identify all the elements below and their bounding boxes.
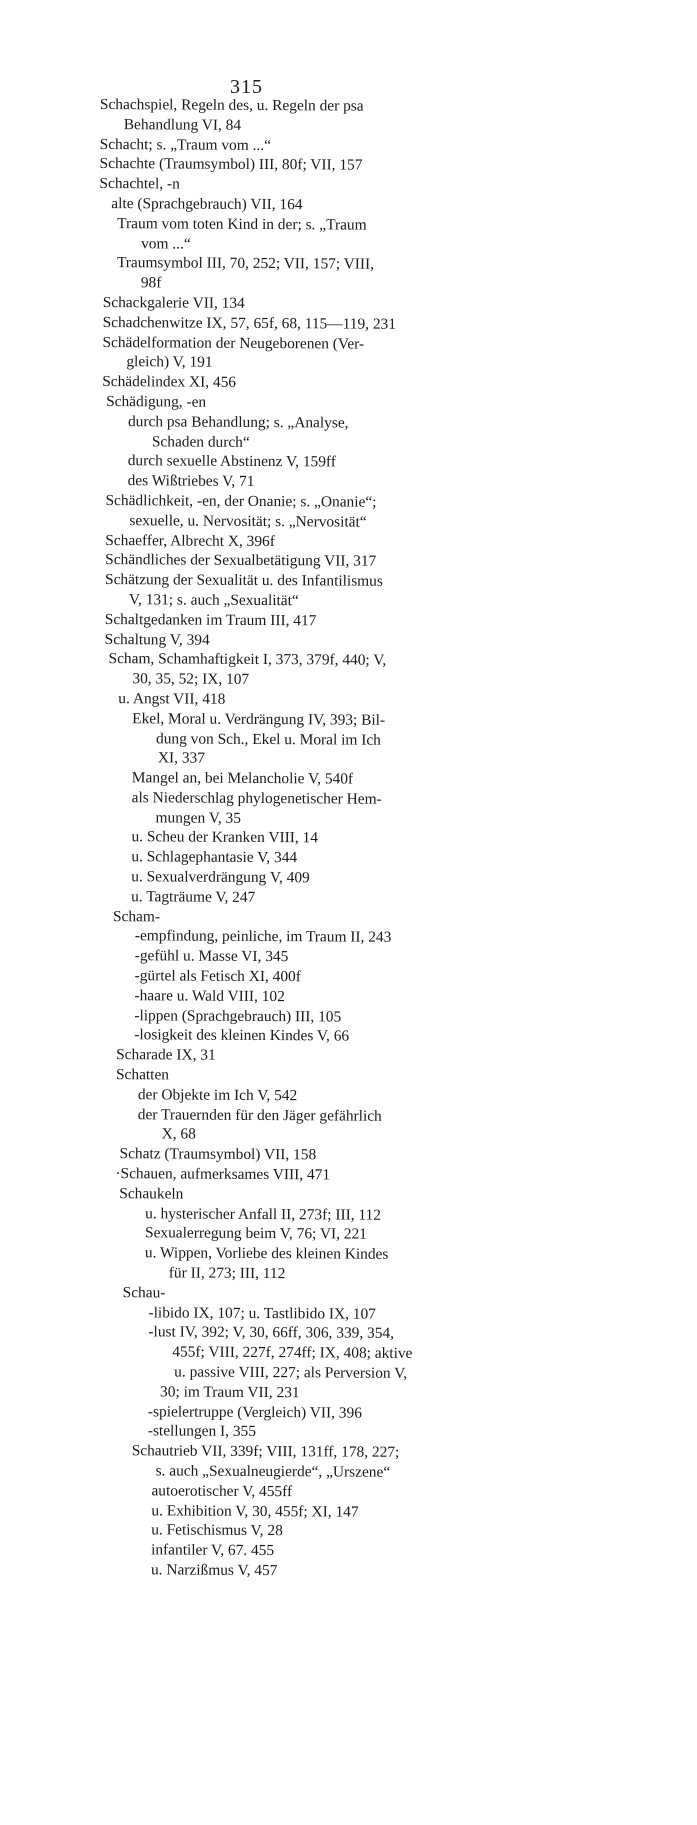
index-subentry: als Niederschlag phylogenetischer Hem- mungen V, 35 [131, 789, 382, 827]
index-subentry: -lust IV, 392; V, 30, 66ff, 306, 339, 354, 455f; VIII, 227f, 274ff; IX, 408; aktive u. passive VIII, 227; als Perversion V, [148, 1323, 413, 1382]
page-number: 315 [230, 76, 263, 98]
index-subentry: u. Exhibition V, 30, 455f; XI, 147 [151, 1501, 359, 1521]
index-entry-schadchenwitze: Schadchenwitze IX, 57, 65f, 68, 115—119, 231 [102, 313, 397, 333]
index-subentry: u. Wippen, Vorliebe des kleinen Kindes für II, 273; III, 112 [144, 1244, 389, 1283]
index-entry-schaedigung: Schädigung, -en [106, 392, 207, 411]
index-subentry: -losigkeit des kleinen Kindes V, 66 [134, 1026, 350, 1045]
index-subentry-continued: 30; im Traum VII, 231 [160, 1383, 300, 1402]
index-entry-schaedelformation: Schädelformation der Neugeborenen (Ver- gleich) V, 191 [102, 333, 365, 372]
index-entry-schachtel: Schachtel, -n [99, 175, 180, 193]
index-subentry: -spielertruppe (Vergleich) VII, 396 [147, 1402, 362, 1422]
index-subentry: Sexualerregung beim V, 76; VI, 221 [144, 1224, 367, 1244]
index-entry-schaltung: Schaltung V, 394 [104, 630, 210, 649]
index-subentry: infantiler V, 67. 455 [151, 1541, 275, 1560]
index-subentry: u. Sexualverdrängung V, 409 [131, 868, 310, 887]
index-subentry: der Objekte im Ich V, 542 [137, 1086, 298, 1105]
index-entry-schatz: Schatz (Traumsymbol) VII, 158 [119, 1145, 317, 1164]
index-subentry: durch psa Behandlung; s. „Analyse, Schaden durch“ [127, 412, 349, 451]
index-entry-schaedelindex: Schädelindex XI, 456 [102, 373, 237, 391]
index-subentry: -empfindung, peinliche, im Traum II, 243 [134, 927, 392, 947]
index-subentry: u. Tagträume V, 247 [131, 888, 256, 906]
index-subentry: u. Fetischismus V, 28 [151, 1521, 283, 1540]
index-entry-schaeffer: Schaeffer, Albrecht X, 396f [105, 531, 275, 550]
index-subentry: -stellungen I, 355 [147, 1422, 257, 1441]
index-subentry: -libido IX, 107; u. Tastlibido IX, 107 [148, 1303, 376, 1323]
index-subentry: u. Schlagephantasie V, 344 [131, 848, 298, 867]
index-entry-schacht: Schacht; s. „Traum vom ...“ [99, 135, 272, 154]
index-subentry: des Wißtriebes V, 71 [127, 472, 255, 491]
index-entry-schaedlichkeit: Schädlichkeit, -en, der Onanie; s. „Onanie“; sexuelle, u. Nervosität; s. „Nervosität“ [105, 491, 377, 531]
index-entry-scham: Scham, Schamhaftigkeit I, 373, 379f, 440; V, 30, 35, 52; IX, 107 [108, 650, 387, 689]
index-subentry: u. Scheu der Kranken VIII, 14 [131, 828, 318, 847]
index-entry-schaltgedanken: Schaltgedanken im Traum III, 417 [104, 610, 317, 630]
index-entry-schachte: Schachte (Traumsymbol) III, 80f; VII, 157 [99, 155, 363, 174]
index-entry-schatten: Schatten [115, 1066, 170, 1084]
index-subentry: -lippen (Sprachgebrauch) III, 105 [134, 1006, 342, 1026]
index-entry-schaukeln: Schaukeln [119, 1184, 184, 1203]
index-subentry: alte (Sprachgebrauch) VII, 164 [111, 195, 303, 214]
index-entry-schau-compound: Schau- [122, 1283, 166, 1302]
index-entry-schauen: ·Schauen, aufmerksames VIII, 471 [115, 1165, 331, 1184]
index-entry-schachspiel: Schachspiel, Regeln des, u. Regeln der psa Behandlung VI, 84 [99, 95, 364, 134]
index-entry-scham-compound: Scham- [112, 907, 161, 926]
index-subentry: der Trauernden für den Jäger gefährlich X, 68 [137, 1105, 382, 1144]
index-entry-schautrieb: Schautrieb VII, 339f; VIII, 131ff, 178, 227; s. auch „Sexualneugierde“, „Urszene“ [131, 1442, 400, 1481]
index-subentry: Traumsymbol III, 70, 252; VII, 157; VIII, 98f [116, 254, 375, 292]
index-entry-schaendliches: Schändliches der Sexualbetätigung VII, 317 [105, 551, 377, 571]
index-subentry: durch sexuelle Abstinenz V, 159ff [127, 452, 336, 471]
index-entry-schaetzung: Schätzung der Sexualität u. des Infantilismus V, 131; s. auch „Sexualität“ [104, 571, 383, 610]
index-subentry: -gürtel als Fetisch XI, 400f [134, 967, 301, 986]
index-subentry: -haare u. Wald VIII, 102 [134, 987, 285, 1006]
index-subentry: Mangel an, bei Melancholie V, 540f [131, 769, 354, 788]
index-entries [91, 95, 580, 1583]
index-subentry: Ekel, Moral u. Verdrängung IV, 393; Bil- dung von Sch., Ekel u. Moral im Ich XI, 337 [132, 709, 386, 767]
index-entry-schackgalerie: Schackgalerie VII, 134 [102, 293, 245, 312]
index-subentry: Traum vom toten Kind in der; s. „Traum vom ...“ [117, 214, 367, 253]
index-subentry: u. Narzißmus V, 457 [150, 1561, 278, 1580]
index-subentry: u. hysterischer Anfall II, 273f; III, 112 [145, 1204, 381, 1224]
index-entry-scharade: Scharade IX, 31 [116, 1046, 216, 1064]
index-subentry: autoerotischer V, 455ff [151, 1482, 293, 1500]
index-subentry: u. Angst VII, 418 [118, 690, 226, 708]
index-subentry: -gefühl u. Masse VI, 345 [134, 947, 289, 966]
